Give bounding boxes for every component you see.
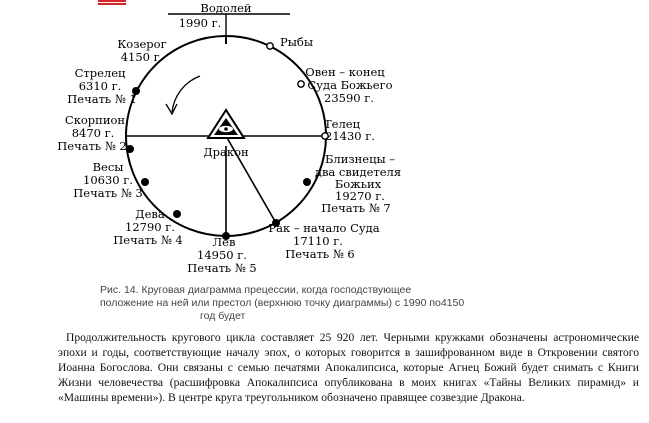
- svg-text:Козерог: [117, 37, 166, 51]
- label-line: два свидетеля: [314, 165, 402, 179]
- svg-text:Печать № 4: [113, 233, 182, 247]
- label-bliznecy: [315, 152, 401, 215]
- seal-dot-7: [303, 178, 311, 186]
- label-strelec: [67, 66, 136, 106]
- label-line: Скорпион: [64, 113, 126, 127]
- seal-dot-3: [141, 178, 149, 186]
- svg-text:21430 г.: [325, 129, 375, 143]
- label-line: Близнецы –: [324, 152, 396, 166]
- svg-text:Печать № 3: [73, 186, 142, 200]
- center-label: Дракон: [203, 145, 249, 159]
- label-rak: [268, 221, 379, 261]
- label-line: Печать № 7: [321, 201, 391, 215]
- paragraph-text: Продолжительность кругового цикла составляет 25 920 лет. Черными кружками обозначены астрономические эпохи и годы, соответствующие началу эпох, о которых говорится в зашифрованном виде в Откровении святого Иоанна Богослова. Они связаны с семью печатями Апокалипсиса, которые Агнец Божий будет снимать с Книги Жизни человечества (расшифровка Апокалипсиса опубликована в моих книгах «Тайны Великих пирамид» и «Машины времени»). В центре круга треугольником обозначено правящее созвездие Дракона.: [58, 331, 639, 404]
- label-kozerog: [117, 37, 166, 64]
- svg-text:Печать № 1: [67, 92, 136, 106]
- svg-text:Суда Божьего: [307, 78, 392, 92]
- svg-text:Дева: [135, 207, 165, 221]
- svg-text:23590 г.: [324, 91, 374, 105]
- top-year-label: 1990 г.: [178, 16, 222, 30]
- svg-text:Рыбы: [280, 35, 313, 49]
- svg-text:10630 г.: [83, 173, 133, 187]
- label-line: 21430 г.: [325, 129, 375, 143]
- label-vesy: [73, 160, 142, 200]
- svg-text:Рак – начало Суда: [268, 221, 379, 235]
- svg-text:6310 г.: [79, 79, 122, 93]
- svg-text:Печать № 5: [187, 261, 256, 275]
- label-line: Лев: [212, 235, 236, 249]
- label-skorpion: [57, 113, 126, 153]
- svg-text:Стрелец: [75, 66, 126, 80]
- label-line: Рак – начало Суда: [268, 221, 380, 235]
- svg-text:Весы: [93, 160, 124, 174]
- label-line: 14950 г.: [197, 248, 247, 262]
- open-dot-aries: [298, 81, 304, 87]
- seal-dot-4: [173, 210, 181, 218]
- label-rybi: [280, 35, 313, 49]
- label-line: Стрелец: [74, 66, 126, 80]
- caption-line-3: год будет: [200, 310, 246, 322]
- arrow-head-icon: [166, 104, 177, 114]
- label-line: 23590 г.: [324, 91, 374, 105]
- seal-dot-2: [126, 145, 134, 153]
- label-line: Весы: [92, 160, 124, 174]
- label-telec: [324, 117, 375, 143]
- svg-text:Лев: [213, 235, 236, 249]
- label-line: Печать № 5: [187, 261, 257, 275]
- label-line: Божьих: [334, 177, 382, 191]
- top-sign-label: Водолей: [200, 1, 252, 15]
- label-line: Овен – конец: [305, 65, 385, 79]
- label-line: 17110 г.: [293, 234, 343, 248]
- label-leo: [187, 235, 256, 275]
- label-line: 19270 г.: [335, 189, 385, 203]
- label-line: Печать № 1: [67, 92, 137, 106]
- label-line: Дева: [135, 207, 165, 221]
- figure-caption: [100, 284, 570, 323]
- body-paragraph: [58, 330, 639, 405]
- caption-line-2: положение на ней или престол (верхнюю точку диаграммы) с 1990 по4150: [100, 297, 465, 309]
- open-dot-pisces: [267, 43, 273, 49]
- label-line: Печать № 3: [73, 186, 143, 200]
- label-line: 10630 г.: [83, 173, 133, 187]
- label-line: Суда Божьего: [307, 78, 393, 92]
- caption-line-1: Рис. 14. Круговая диаграмма прецессии, когда господствующее: [100, 284, 412, 296]
- label-line: Рыбы: [280, 35, 313, 49]
- label-line: Телец: [324, 117, 360, 131]
- label-line: 6310 г.: [78, 79, 122, 93]
- svg-text:Овен – конец: [305, 65, 385, 79]
- eye-in-triangle-icon: [208, 110, 244, 138]
- label-line: Печать № 6: [285, 247, 355, 261]
- svg-text:Скорпион: [65, 113, 126, 127]
- svg-text:4150 г.: [121, 50, 164, 64]
- svg-text:Печать № 6: [285, 247, 354, 261]
- svg-text:Близнецы –: [325, 152, 395, 166]
- svg-text:17110 г.: [293, 234, 343, 248]
- svg-text:Печать № 7: [321, 201, 390, 215]
- svg-text:8470 г.: [72, 126, 115, 140]
- label-line: Печать № 4: [113, 233, 183, 247]
- label-line: 12790 г.: [125, 220, 175, 234]
- label-line: 4150 г.: [120, 50, 164, 64]
- label-line: 8470 г.: [71, 126, 115, 140]
- label-deva: [113, 207, 182, 247]
- svg-text:12790 г.: [125, 220, 175, 234]
- svg-text:Печать № 2: [57, 139, 126, 153]
- label-line: Печать № 2: [57, 139, 127, 153]
- svg-text:14950 г.: [197, 248, 247, 262]
- label-line: Козерог: [117, 37, 167, 51]
